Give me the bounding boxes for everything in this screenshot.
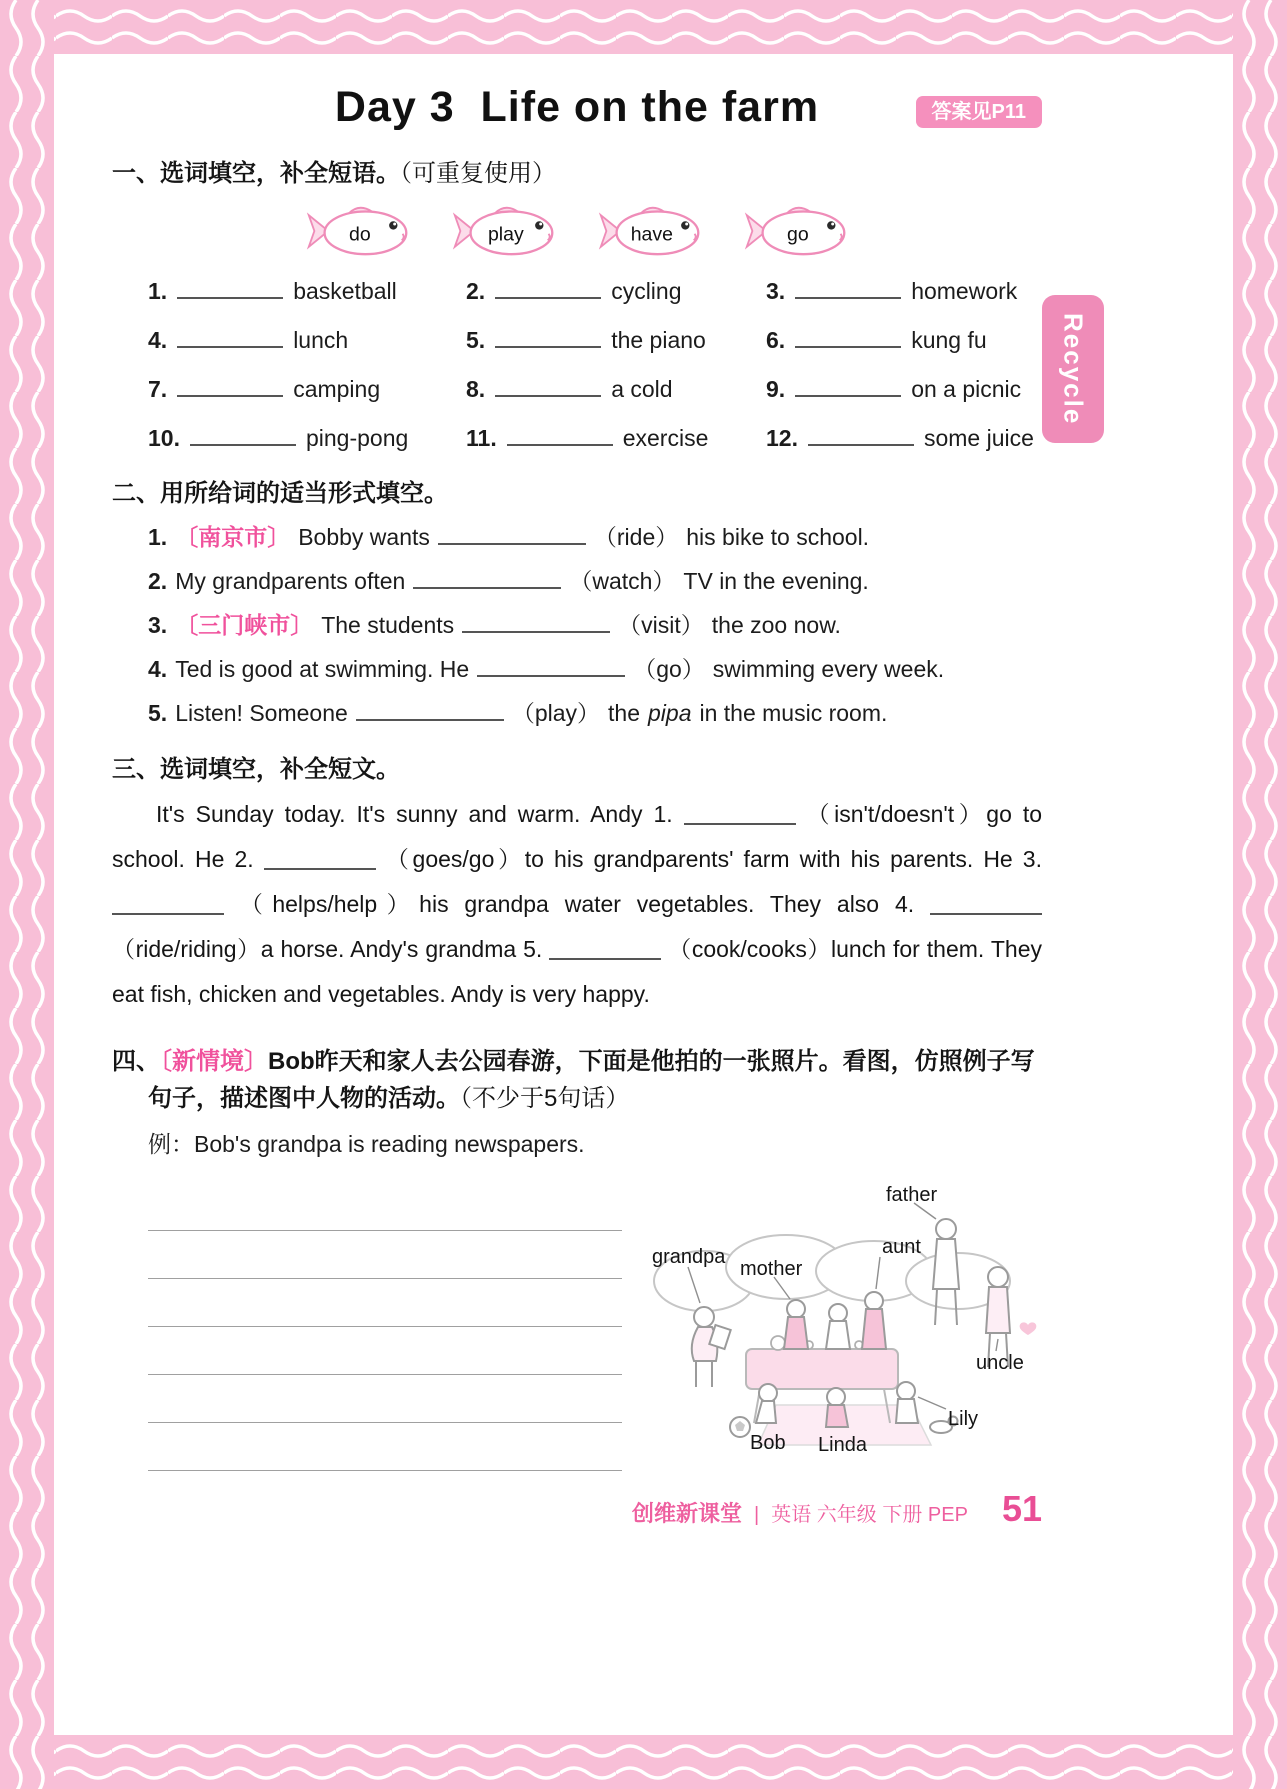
- sentence-pre: Listen! Someone: [175, 700, 348, 726]
- figure-grandpa: [692, 1307, 731, 1387]
- phrase-item: [466, 276, 766, 305]
- section4-heading-note: （不少于5句话）: [460, 1085, 630, 1112]
- context-tag: 〔新情境〕: [160, 1048, 268, 1075]
- word-bank-word: have: [630, 223, 674, 246]
- fill-blank: [413, 566, 561, 589]
- fill-blank: [190, 423, 296, 446]
- sentence-post: the: [608, 700, 640, 726]
- section3-heading: 三、选词填空，补全短文。: [112, 756, 400, 783]
- figure-grandma: [826, 1304, 850, 1349]
- answer-line: [148, 1279, 622, 1327]
- item-number: 5.: [148, 700, 168, 726]
- item-number: 3.: [148, 612, 168, 638]
- heart-icon: [1020, 1322, 1037, 1335]
- label-uncle: uncle: [976, 1352, 1024, 1374]
- phrase-word: lunch: [293, 327, 349, 353]
- word-hint: （play）: [511, 700, 601, 726]
- fill-blank: [495, 276, 601, 299]
- item-number: 12.: [766, 425, 798, 451]
- page-number: 51: [1001, 1488, 1042, 1529]
- sentence-item: [148, 654, 1042, 684]
- fill-blank: [495, 374, 601, 397]
- fill-blank: [795, 325, 901, 348]
- label-bob: Bob: [750, 1432, 786, 1454]
- phrase-word: exercise: [622, 425, 709, 451]
- item-number: 5.: [466, 327, 486, 353]
- section-number: 四、: [112, 1048, 160, 1075]
- item-number: 11.: [466, 425, 497, 451]
- phrase-word: kung fu: [911, 327, 987, 353]
- answer-line: [148, 1375, 622, 1423]
- section2-heading: 二、用所给词的适当形式填空。: [112, 480, 448, 507]
- passage-text: （isn't/doesn't）go to school. He 2.: [112, 801, 1043, 872]
- fill-blank: [930, 892, 1042, 915]
- item-number: 10.: [148, 425, 180, 451]
- word-hint: （watch）: [569, 568, 676, 594]
- example-sentence: 例：Bob's grandpa is reading newspapers.: [148, 1131, 585, 1157]
- footer-meta: 英语 六年级 下册 PEP: [771, 1504, 968, 1526]
- footer-divider: |: [754, 1504, 760, 1526]
- sentence-item: [148, 610, 1042, 640]
- fill-blank: [507, 423, 613, 446]
- item-number: 1.: [148, 278, 168, 304]
- fill-blank: [462, 610, 610, 633]
- word-bank-fish: [744, 202, 848, 260]
- phrase-item: [466, 374, 766, 403]
- item-number: 3.: [766, 278, 786, 304]
- label-mother: mother: [740, 1258, 803, 1280]
- phrase-item: [766, 325, 1042, 354]
- source-tag: 〔南京市〕: [175, 524, 291, 550]
- item-number: 2.: [148, 568, 168, 594]
- section1-heading-note: （可重复使用）: [400, 160, 556, 187]
- sentence-pre: The students: [321, 612, 455, 638]
- sentence-item: [148, 698, 1042, 728]
- word-bank-fish: [598, 202, 702, 260]
- sentence-pre: Ted is good at swimming. He: [175, 656, 470, 682]
- label-aunt: aunt: [882, 1236, 921, 1258]
- fill-blank: [795, 276, 901, 299]
- fill-blank: [177, 374, 283, 397]
- passage-text: It's Sunday today. It's sunny and warm. Andy 1.: [156, 801, 673, 827]
- sentence-post: his bike to school.: [686, 524, 870, 550]
- picnic-illustration: [646, 1177, 1056, 1477]
- phrase-word: camping: [293, 376, 381, 402]
- phrase-item: [466, 423, 766, 452]
- sentence-item: [148, 522, 1042, 552]
- sentence-item: [148, 566, 1042, 596]
- fill-blank: [356, 698, 504, 721]
- picnic-scene: [646, 1177, 1056, 1477]
- word-hint: （visit）: [618, 612, 704, 638]
- figure-linda: [826, 1388, 848, 1427]
- section1-heading-text: 一、选词填空，补全短语。: [112, 160, 400, 187]
- page-content: [112, 0, 1042, 1475]
- passage-text: （helps/help）his grandpa water vegetables. They also 4.: [239, 891, 915, 917]
- fill-blank: [684, 802, 796, 825]
- phrase-word: homework: [911, 278, 1018, 304]
- answer-line: [148, 1423, 622, 1471]
- item-number: 4.: [148, 656, 168, 682]
- phrase-word: basketball: [293, 278, 397, 304]
- answer-reference-badge: 答案见P11: [916, 96, 1042, 128]
- fill-blank: [477, 654, 625, 677]
- side-tab-recycle: [1042, 295, 1104, 443]
- fill-blank: [795, 374, 901, 397]
- phrase-item: [766, 423, 1042, 452]
- writing-area: [112, 1183, 1042, 1475]
- item-number: 2.: [466, 278, 486, 304]
- word-bank-fish: [306, 202, 410, 260]
- section1-heading: [112, 158, 1042, 190]
- side-tab-label: Recycle: [1058, 312, 1089, 426]
- fill-blank: [177, 325, 283, 348]
- figure-mother: [784, 1300, 808, 1349]
- sentence-post: swimming every week.: [712, 656, 945, 682]
- sentence-post: the zoo now.: [711, 612, 841, 638]
- phrase-item: [148, 276, 466, 305]
- phrase-word: some juice: [923, 425, 1034, 451]
- answer-line: [148, 1183, 622, 1231]
- item-number: 7.: [148, 376, 168, 402]
- label-lily: Lily: [948, 1408, 979, 1430]
- item-number: 9.: [766, 376, 786, 402]
- sentence-list: [112, 522, 1042, 728]
- phrase-word: ping-pong: [305, 425, 409, 451]
- figure-lily: [896, 1382, 918, 1423]
- sentence-post: TV in the evening.: [683, 568, 869, 594]
- phrase-item: [148, 325, 466, 354]
- fill-blank: [495, 325, 601, 348]
- fill-blank: [177, 276, 283, 299]
- soccer-ball-icon: [730, 1417, 750, 1437]
- passage-text: （cook/cooks）lunch for them. They eat fish, chicken and vegetables. Andy is very happy.: [112, 936, 1042, 1007]
- section4-heading-text: Bob昨天和家人去公园春游，下面是他拍的一张照片。看图，仿照例子写句子，描述图中人物的活动。: [148, 1048, 1035, 1112]
- fill-blank: [112, 892, 224, 915]
- phrase-grid: [112, 276, 1042, 452]
- source-tag: 〔三门峡市〕: [175, 612, 314, 638]
- sentence-pre: Bobby wants: [298, 524, 430, 550]
- phrase-word: on a picnic: [911, 376, 1022, 402]
- page-header: [112, 0, 1042, 132]
- fill-blank: [549, 937, 661, 960]
- fill-blank: [438, 522, 586, 545]
- item-number: 4.: [148, 327, 168, 353]
- footer-brand: 创维新课堂: [632, 1501, 743, 1526]
- section4-heading: [112, 1043, 1042, 1117]
- label-linda: Linda: [818, 1434, 867, 1456]
- passage-text: （goes/go）to his grandparents' farm with his parents. He 3.: [385, 846, 1042, 872]
- word-bank-fish: [452, 202, 556, 260]
- sentence-post: in the music room.: [699, 700, 888, 726]
- phrase-item: [466, 325, 766, 354]
- phrase-item: [148, 374, 466, 403]
- phrase-item: [766, 276, 1042, 305]
- word-bank-word: play: [487, 223, 524, 246]
- word-bank: [112, 202, 1042, 260]
- word-bank-word: do: [349, 223, 371, 246]
- phrase-item: [148, 423, 466, 452]
- page-title: Day 3 Life on the farm: [334, 83, 820, 131]
- phrase-word: the piano: [611, 327, 706, 353]
- fill-blank: [264, 847, 376, 870]
- word-hint: （go）: [633, 656, 705, 682]
- answer-line: [148, 1327, 622, 1375]
- passage-text: （ride/riding）a horse. Andy's grandma 5.: [112, 936, 543, 962]
- phrase-word: a cold: [611, 376, 673, 402]
- cloze-passage: [112, 792, 1042, 1017]
- figure-aunt: [862, 1292, 886, 1349]
- word-bank-word: go: [787, 223, 809, 246]
- phrase-word: cycling: [611, 278, 682, 304]
- label-father: father: [886, 1184, 938, 1206]
- italic-word: pipa: [648, 700, 692, 726]
- item-number: 6.: [766, 327, 786, 353]
- item-number: 8.: [466, 376, 486, 402]
- answer-line: [148, 1231, 622, 1279]
- figure-bob: [756, 1384, 777, 1423]
- item-number: 1.: [148, 524, 168, 550]
- phrase-item: [766, 374, 1042, 403]
- fill-blank: [808, 423, 914, 446]
- page-footer: [632, 1488, 1042, 1530]
- sentence-pre: My grandparents often: [175, 568, 406, 594]
- label-grandpa: grandpa: [652, 1246, 726, 1268]
- word-hint: （ride）: [593, 524, 679, 550]
